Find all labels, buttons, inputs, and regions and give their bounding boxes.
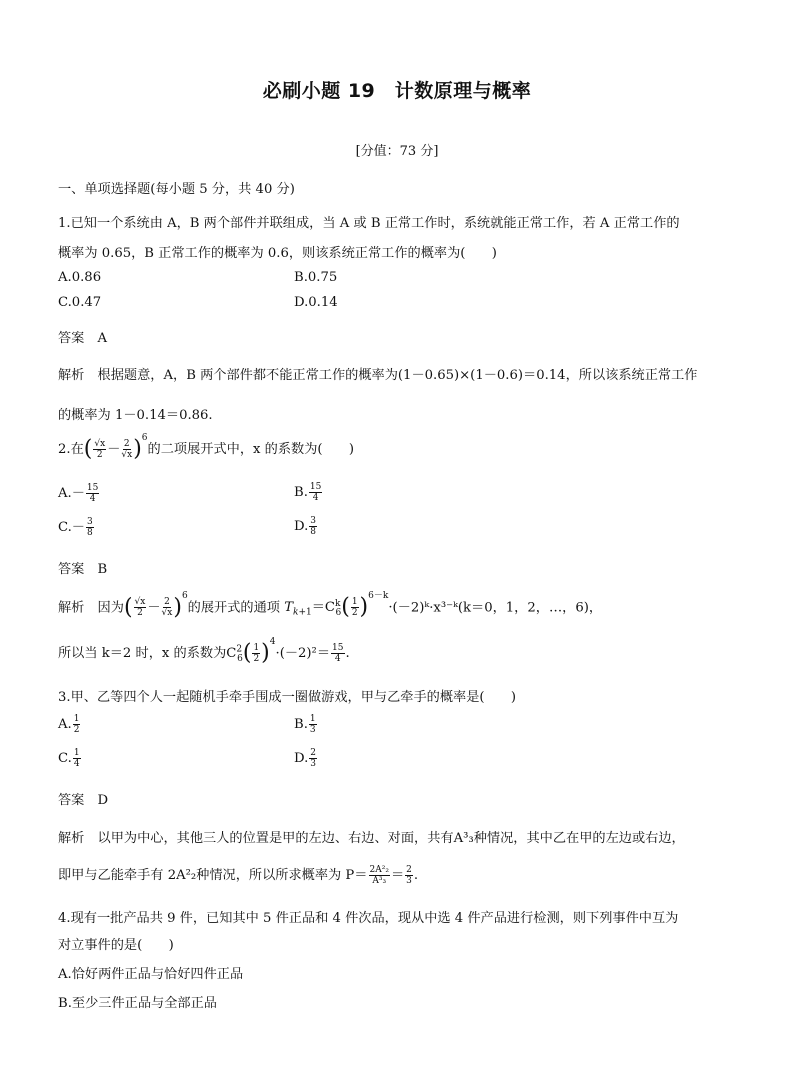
option-label: B. (294, 485, 308, 500)
q4-option-b: B.至少三件正品与全部正品 (58, 996, 217, 1011)
q2-option-d (294, 516, 318, 537)
option-label: D. (294, 751, 309, 766)
q3-explanation-line2 (58, 864, 418, 886)
q3-answer: 答案 D (58, 793, 109, 808)
exponent: 6 (181, 591, 188, 601)
fraction: $\frac{1}{4}$ (73, 748, 80, 769)
exp-prefix: 解析 因为 (58, 600, 124, 616)
left-paren: ( (83, 436, 93, 462)
fraction: $\frac{3}{8}$ (310, 516, 317, 537)
option-label: A. (58, 717, 72, 732)
q3-option-c (58, 748, 82, 769)
exp-mid: 的展开式的通项 (187, 600, 280, 616)
q3-stem: 3.甲、乙等四个人一起随机手牵手围成一圈做游戏，甲与乙牵手的概率是( ) (58, 690, 517, 705)
q4-option-a: A.恰好两件正品与恰好四件正品 (58, 967, 244, 982)
option-label: B. (294, 717, 308, 732)
q1-option-c: C.0.47 (58, 295, 102, 310)
q3-option-b (294, 714, 318, 735)
q2-option-b (294, 482, 323, 503)
fraction: $\frac{√x}{2}$ (94, 439, 106, 460)
period: . (413, 868, 419, 883)
q2-stem-prefix: 2.在 (58, 442, 84, 457)
section-heading: 一、单项选择题(每小题 5 分，共 40 分) (58, 182, 295, 197)
q1-stem-line2: 概率为 0.65，B 正常工作的概率为 0.6，则该系统正常工作的概率为( ) (58, 246, 497, 261)
score-label: [分值：73 分] (355, 144, 439, 159)
fraction: $\frac{2}{√x}$ (121, 439, 133, 460)
equals-sign: ＝ (390, 868, 405, 883)
q3-explanation-line1: 解析 以甲为中心，其他三人的位置是甲的左边、右边、对面，共有A³₃种情况，其中乙在甲的左边或右边， (58, 831, 685, 846)
option-label: C.－ (58, 520, 85, 535)
q3-option-a (58, 714, 81, 735)
fraction: $\frac{√x}{2}$ (134, 597, 146, 619)
fraction: $\frac{2}{3}$ (310, 748, 317, 769)
q1-option-a: A.0.86 (58, 270, 102, 285)
q4-stem-line1: 4.现有一批产品共 9 件，已知其中 5 件正品和 4 件次品，现从中选 4 件产品进行检测，则下列事件中互为 (58, 911, 679, 926)
general-term: $T_{k+1}=C^k_6$( $\frac{1}{2}$ )$^{6-k}$· (284, 591, 393, 620)
exp-tail: ·(－2)²＝ (275, 646, 331, 661)
fraction: $\frac{2}{√x}$ (161, 597, 173, 619)
coefficient-expr: $C^2_6$( $\frac{1}{2}$ )$^4$ (226, 636, 276, 666)
fraction: $\frac{1}{3}$ (309, 714, 316, 735)
q1-explanation-line1: 解析 根据题意，A，B 两个部件都不能正常工作的概率为(1－0.65)×(1－0.6)＝0.14，所以该系统正常工作 (58, 368, 698, 383)
q3-option-d (294, 748, 318, 769)
exponent: 6 (141, 432, 148, 443)
right-paren: ) (133, 436, 142, 462)
fraction: $\frac{15}{4}$ (332, 643, 344, 664)
exp-prefix: 所以当 k＝2 时，x 的系数为 (58, 646, 227, 661)
q2-stem-suffix: 的二项展开式中，x 的系数为( ) (147, 442, 355, 457)
q2-option-a (58, 482, 100, 504)
page-title: 必刷小题 19 计数原理与概率 (262, 80, 532, 102)
exp-prefix: 即甲与乙能牵手有 2A²₂种情况，所以所求概率为 P＝ (58, 868, 368, 883)
q2-explanation-line1: 解析 因为( $\frac{√x}{2}$ － $\frac{2}{√x}$ )$^6$的展开式的通项 $T_{k+1}=C^k_6$( $\frac{1}{2}$ )$^{6-k}$·(－2)ᵏ·x³⁻ᵏ(k＝0，1，2，…，6)， (58, 591, 603, 620)
q1-stem-line1: 1.已知一个系统由 A，B 两个部件并联组成，当 A 或 B 正常工作时，系统就能正常工作，若 A 正常工作的 (58, 216, 680, 231)
q2-option-c (58, 516, 95, 538)
q1-option-d: D.0.14 (294, 295, 338, 310)
fraction: $\frac{2}{3}$ (406, 865, 412, 886)
option-label: D. (294, 519, 309, 534)
q1-option-b: B.0.75 (294, 270, 338, 285)
q2-explanation-line2: 所以当 k＝2 时，x 的系数为$C^2_6$( $\frac{1}{2}$ )$^4$·(－2)²＝ $\frac{15}{4}$ . (58, 636, 350, 666)
q2-answer: 答案 B (58, 562, 108, 577)
fraction: $\frac{15}{4}$ (309, 482, 322, 503)
fraction: $\frac{1}{2}$ (73, 714, 80, 735)
q4-stem-line2: 对立事件的是( ) (58, 938, 174, 953)
exp-tail: (－2)ᵏ·x³⁻ᵏ(k＝0，1，2，…，6)， (392, 600, 603, 616)
option-label: A.－ (58, 486, 85, 501)
left-paren: ( (123, 594, 133, 620)
fraction: $\frac{15}{4}$ (86, 483, 99, 504)
right-paren: ) (173, 594, 182, 620)
q1-answer: 答案 A (58, 331, 108, 346)
fraction: $\frac{\text{2A²₂}}{\text{A³₃}}$ (369, 865, 389, 886)
q1-explanation-line2: 的概率为 1－0.14＝0.86. (58, 408, 213, 423)
q2-stem: 2.在( $\frac{√x}{2}$ － $\frac{2}{√x}$ )$^6$的二项展开式中，x 的系数为( ) (58, 432, 355, 462)
fraction: $\frac{3}{8}$ (87, 517, 93, 538)
option-label: C. (58, 751, 72, 766)
